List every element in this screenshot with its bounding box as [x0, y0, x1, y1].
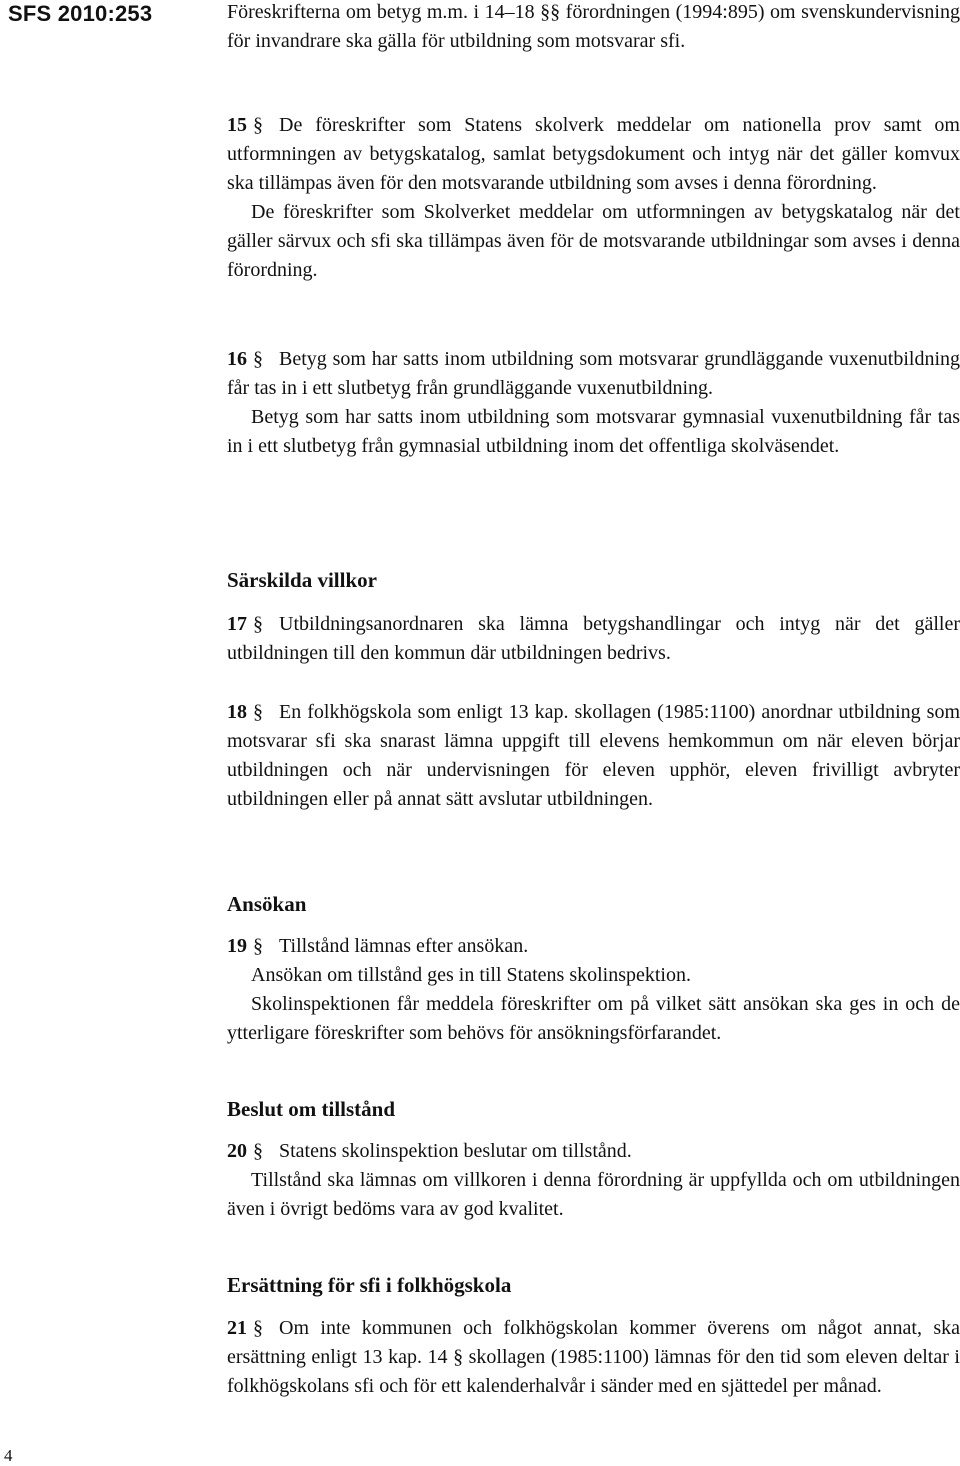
section-16-number: 16 [227, 348, 247, 370]
intro-paragraph: Föreskrifterna om betyg m.m. i 14–18 §§ förordningen (1994:895) om svenskundervisning för invandrare ska gälla för utbildning som motsvarar sfi. [227, 1, 960, 52]
heading-ersattning: Ersättning för sfi i folkhögskola [227, 1273, 512, 1297]
section-15-sign: § [253, 114, 263, 136]
section-18 [227, 698, 960, 814]
heading-beslut-om-tillstand: Beslut om tillstånd [227, 1097, 396, 1121]
section-16-paragraph-2: Betyg som har satts inom utbildning som motsvarar gymnasial vuxenutbildning får tas in i ett slutbetyg från gymnasial utbildning inom det offentliga skolväsendet. [227, 406, 960, 457]
section-20 [227, 1137, 960, 1224]
section-20-sign: § [253, 1140, 263, 1162]
section-16-text-1: Betyg som har satts inom utbildning som motsvarar grundläggande vuxenutbildning får tas in i ett slutbetyg från grundläggande vuxenutbildning. [227, 348, 960, 399]
section-15-text-1: De föreskrifter som Statens skolverk meddelar om nationella prov samt om utformningen av betygskatalog, samlat betygsdokument och intyg när det gäller komvux ska tillämpas även för den motsvarande utbildning som avses i denna förordning. [227, 114, 960, 194]
section-21-paragraph-1 [227, 1314, 960, 1401]
section-19-text-1: Tillstånd lämnas efter ansökan. [279, 935, 529, 957]
heading-ansokan: Ansökan [227, 892, 307, 916]
section-17-text-1: Utbildningsanordnaren ska lämna betygshandlingar och intyg när det gäller utbildningen till den kommun där utbildningen bedrivs. [227, 613, 960, 664]
section-18-paragraph-1 [227, 698, 960, 814]
section-15-number: 15 [227, 114, 247, 136]
section-20-paragraph-2: Tillstånd ska lämnas om villkoren i denna förordning är uppfyllda och om utbildningen även i övrigt bedöms vara av god kvalitet. [227, 1169, 960, 1220]
section-20-number: 20 [227, 1140, 247, 1162]
section-20-paragraph-1 [227, 1137, 960, 1166]
heading-sarskilda-villkor: Särskilda villkor [227, 568, 377, 592]
section-17-sign: § [253, 613, 263, 635]
page-number: 4 [4, 1446, 13, 1465]
section-19-paragraph-2: Ansökan om tillstånd ges in till Statens skolinspektion. [251, 964, 691, 986]
section-19-sign: § [253, 935, 263, 957]
section-18-text-1: En folkhögskola som enligt 13 kap. skollagen (1985:1100) anordnar utbildning som motsvarar sfi ska snarast lämna uppgift till elevens hemkommun om när eleven börjar utbildningen och när undervisningen för eleven upphör, eleven frivilligt avbryter utbildningen eller på annat sätt avslutar utbildningen. [227, 701, 960, 810]
sfs-number: SFS 2010:253 [8, 1, 153, 26]
section-15-paragraph-2: De föreskrifter som Skolverket meddelar om utformningen av betygskatalog när det gäller särvux och sfi ska tillämpas även för de motsvarande utbildningar som avses i denna förordning. [227, 201, 960, 281]
section-15 [227, 111, 960, 285]
section-18-sign: § [253, 701, 263, 723]
section-17-paragraph-1 [227, 610, 960, 668]
section-19-paragraph-3: Skolinspektionen får meddela föreskrifter om på vilket sätt ansökan ska ges in och de ytterligare föreskrifter som behövs för ansökningsförfarandet. [227, 993, 960, 1044]
intro-paragraph-block [227, 0, 960, 56]
section-21 [227, 1314, 960, 1401]
section-18-number: 18 [227, 701, 247, 723]
section-16 [227, 345, 960, 461]
section-15-paragraph-1 [227, 111, 960, 198]
section-17-number: 17 [227, 613, 247, 635]
section-21-sign: § [253, 1317, 263, 1339]
section-16-sign: § [253, 348, 263, 370]
section-19-paragraph-1 [227, 932, 960, 961]
section-20-text-1: Statens skolinspektion beslutar om tillstånd. [279, 1140, 632, 1162]
section-16-paragraph-1 [227, 345, 960, 403]
section-21-text-1: Om inte kommunen och folkhögskolan kommer överens om något annat, ska ersättning enligt 13 kap. 14 § skollagen (1985:1100) lämnas för den tid som eleven deltar i folkhögskolans sfi och för ett kalenderhalvår i sänder med en sjättedel per månad. [227, 1317, 960, 1397]
section-17 [227, 610, 960, 668]
section-21-number: 21 [227, 1317, 247, 1339]
section-19 [227, 932, 960, 1048]
section-19-number: 19 [227, 935, 247, 957]
